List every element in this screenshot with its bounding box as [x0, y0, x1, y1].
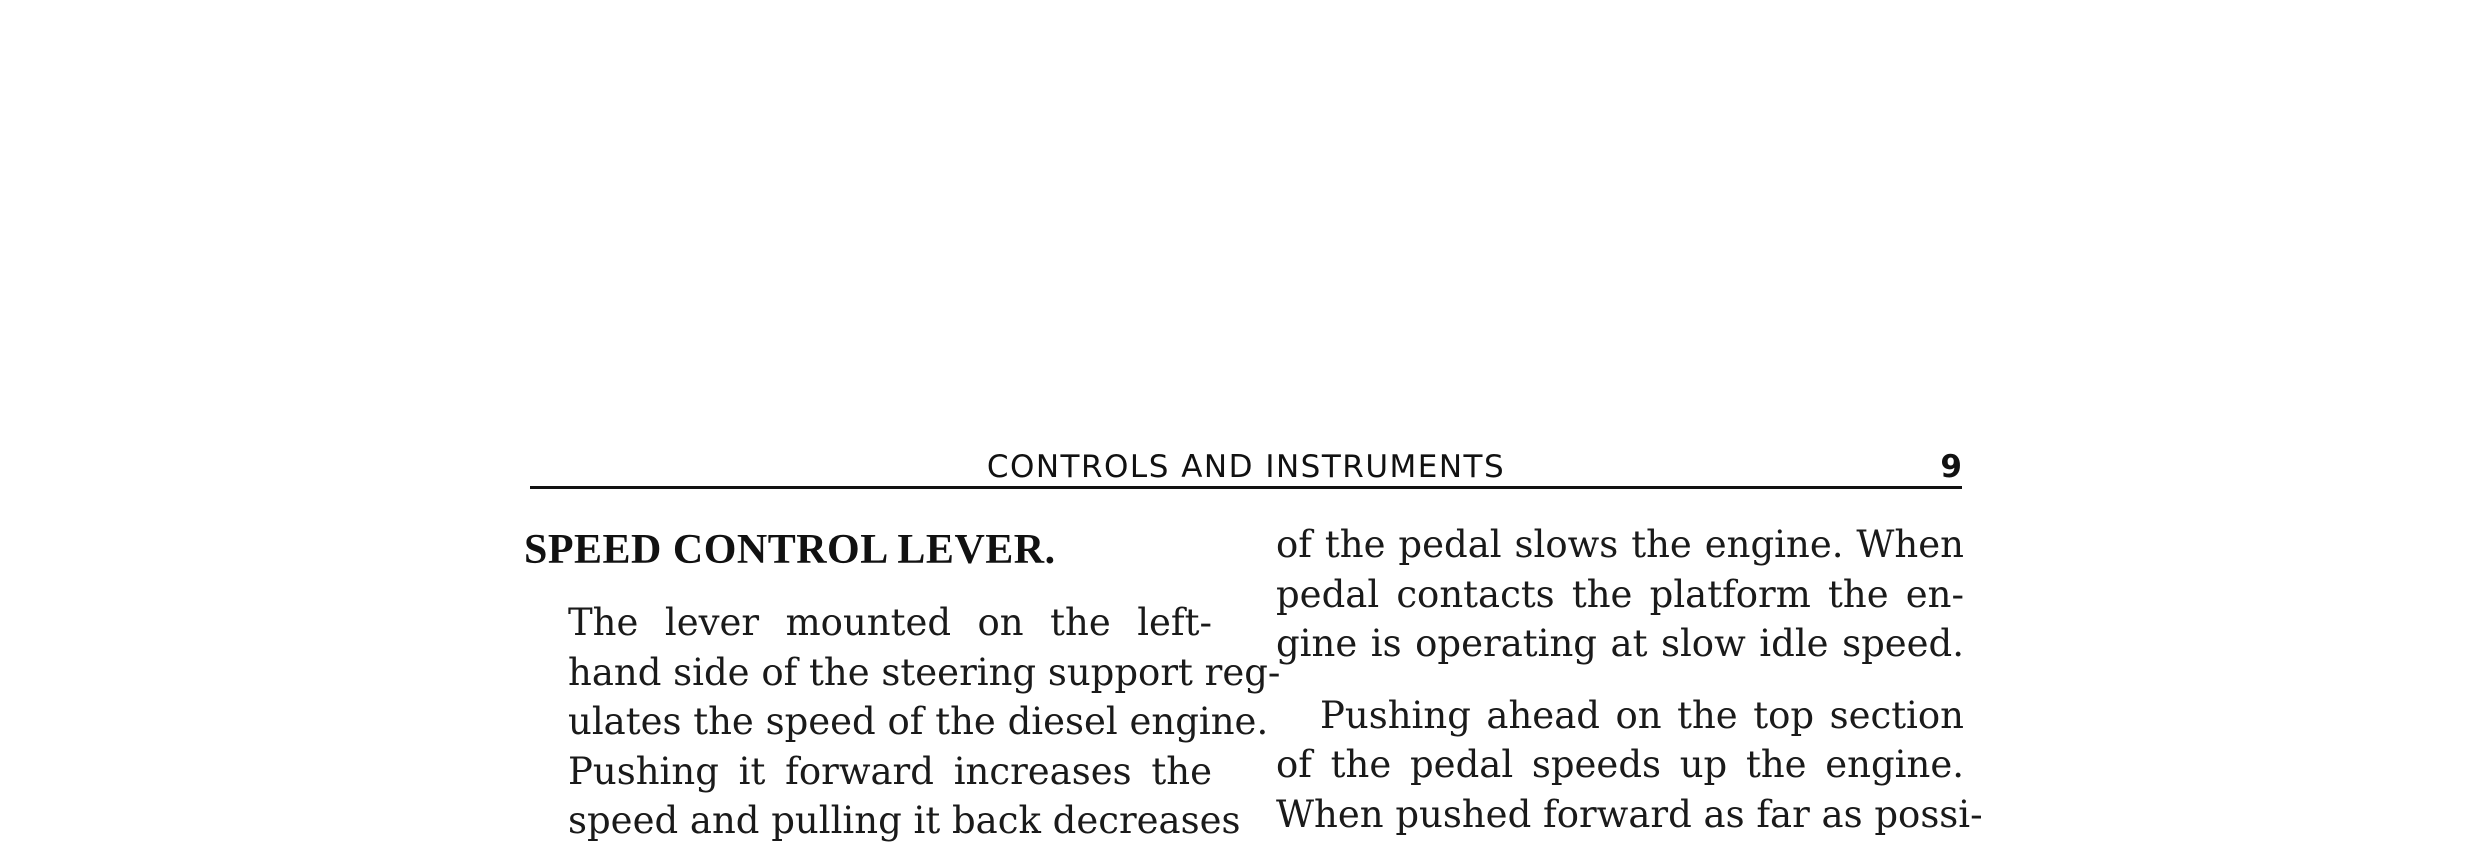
text-line: pedal contacts the platform the en- [1276, 572, 1964, 616]
paragraph [1276, 520, 1964, 669]
text-line: ulates the speed of the diesel engine. [568, 700, 1269, 743]
header-rule [530, 486, 1962, 489]
text-line: Pushing it forward increases the [568, 749, 1212, 793]
right-column [1276, 520, 1983, 839]
text-line: The lever mounted on the left- [568, 601, 1212, 644]
text-line: gine is operating at slow idle speed. [1276, 622, 1964, 665]
paragraph [524, 598, 1281, 846]
text-line: When pushed forward as far as possi- [1276, 792, 1983, 836]
running-title: CONTROLS AND INSTRUMENTS [986, 449, 1506, 485]
text-line: Pushing ahead on the top section [1320, 693, 1964, 737]
paragraph [1276, 691, 1983, 840]
text-line: hand side of the steering support reg- [568, 650, 1281, 694]
text-line: speed and pulling it back decreases [568, 799, 1241, 842]
page-number: 9 [1940, 449, 1962, 485]
section-heading: SPEED CONTROL LEVER. [524, 527, 1056, 573]
text-line: of the pedal slows the engine. When [1276, 523, 1964, 566]
text-line: of the pedal speeds up the engine. [1276, 743, 1964, 786]
running-header [530, 447, 1962, 487]
left-column [524, 520, 1281, 846]
